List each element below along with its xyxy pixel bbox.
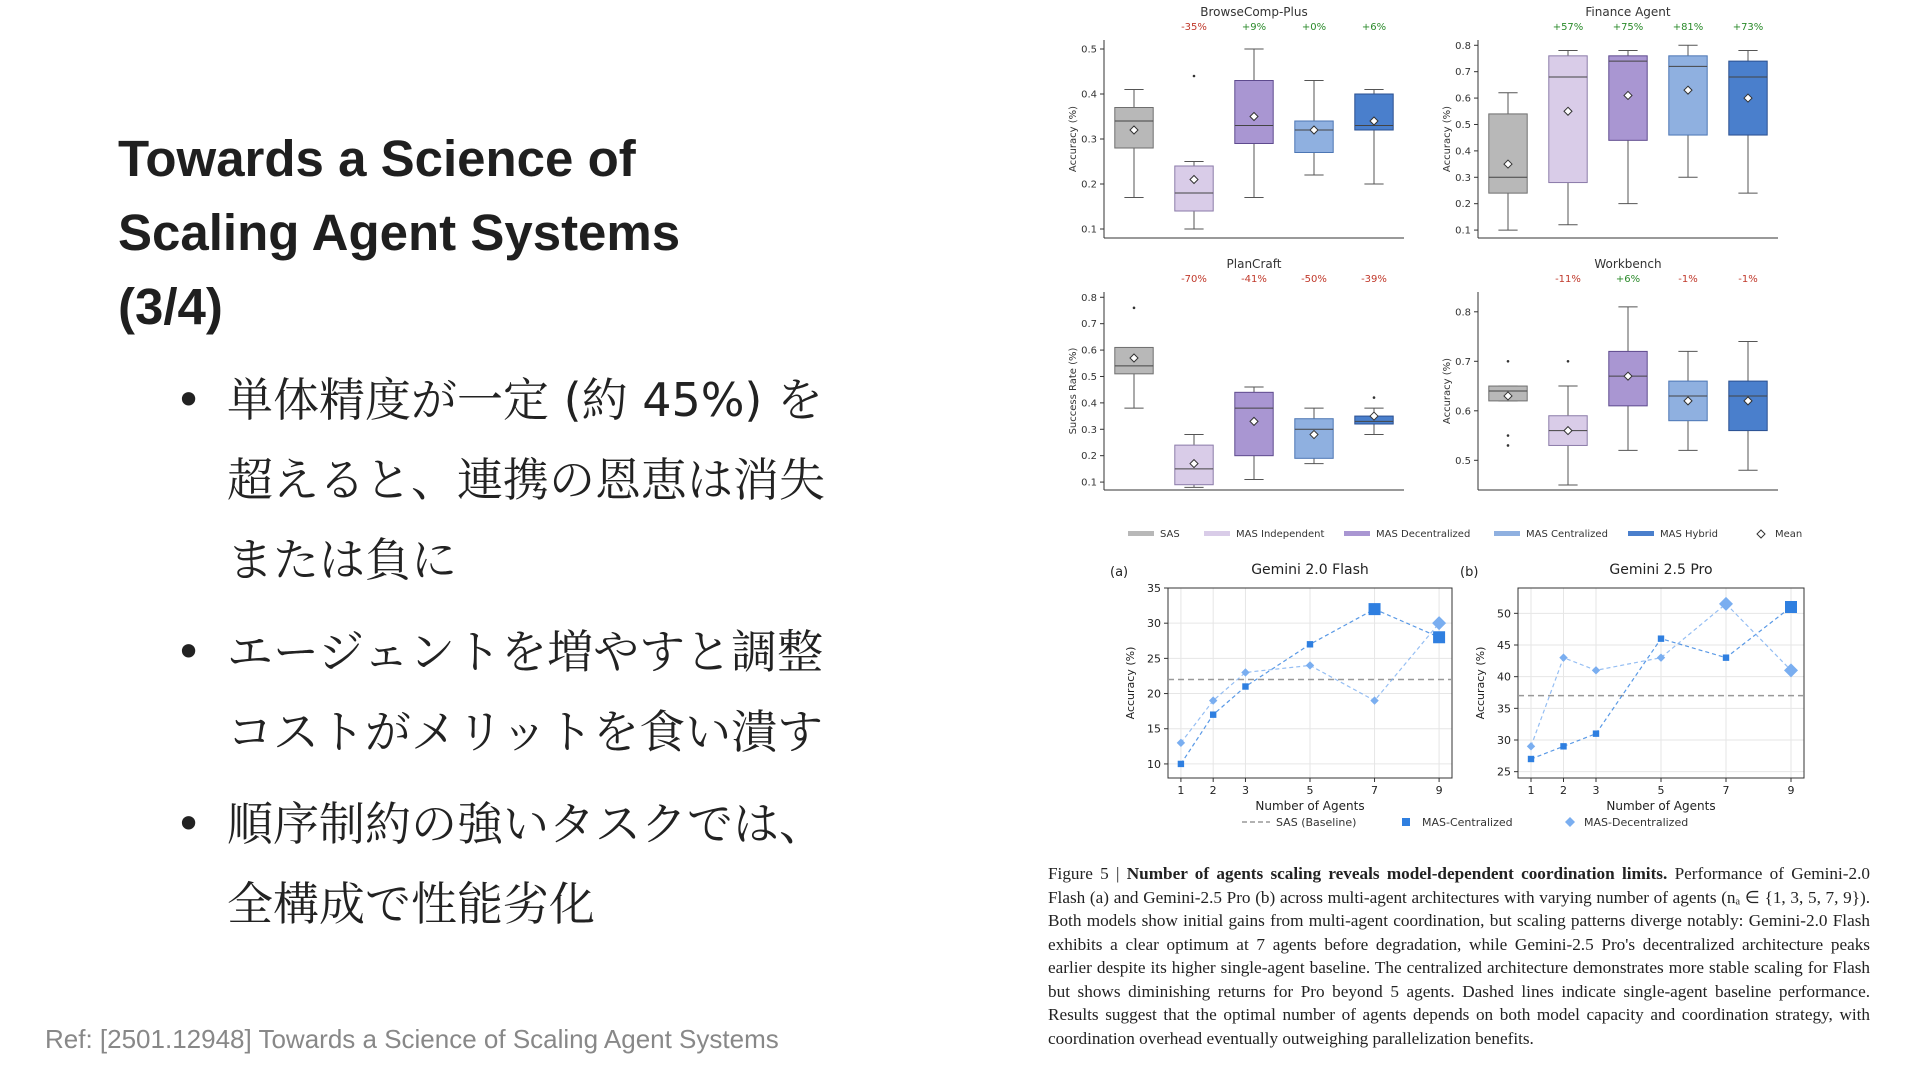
decentralized-marker bbox=[1592, 666, 1600, 674]
y-tick-label: 0.5 bbox=[1455, 119, 1471, 131]
centralized-marker bbox=[1307, 641, 1313, 647]
caption-bold: Number of agents scaling reveals model-dependent coordination limits. bbox=[1126, 864, 1668, 883]
legend-label: Mean bbox=[1775, 529, 1803, 540]
delta-label: -1% bbox=[1738, 274, 1758, 285]
y-tick-label: 0.5 bbox=[1455, 455, 1471, 467]
line-panel-title: Gemini 2.0 Flash bbox=[1251, 562, 1369, 578]
delta-label: +0% bbox=[1301, 22, 1327, 33]
delta-label: -39% bbox=[1361, 274, 1387, 285]
x-tick-label: 2 bbox=[1560, 784, 1567, 797]
x-tick-label: 7 bbox=[1722, 784, 1730, 797]
y-tick-label: 0.1 bbox=[1455, 225, 1471, 237]
y-tick-label: 0.7 bbox=[1081, 319, 1097, 331]
y-tick-label: 15 bbox=[1147, 722, 1161, 736]
title-line-3: (3/4) bbox=[118, 278, 223, 335]
legend-label: MAS Centralized bbox=[1526, 529, 1608, 540]
box-panel-title: Finance Agent bbox=[1585, 5, 1671, 19]
delta-label: +6% bbox=[1615, 274, 1641, 285]
x-tick-label: 5 bbox=[1306, 784, 1314, 797]
y-tick-label: 0.1 bbox=[1081, 224, 1097, 236]
y-tick-label: 0.2 bbox=[1081, 451, 1097, 463]
y-tick-label: 0.3 bbox=[1455, 172, 1471, 184]
caption-text: Performance of Gemini-2.0 Flash (a) and Gemini-2.5 Pro (b) across multi-agent architectures with varying number of agents (nₐ ∈ {1, 3, 5, 7, 9}). Both models show initial gains from multi-agent coordination, but scaling patterns diverge notably: Gemini-2.0 Flash exhibits a clear optimum at 7 agents before degradation, while Gemini-2.5 Pro's decentralized architecture peaks earlier despite its higher single-agent baseline. The centralized architecture demonstrates more stable scaling for Flash but shows diminishing returns for Pro beyond 5 agents. Dashed lines indicate single-agent baseline performance. Results suggest that the optimal number of agents depends on both model capacity and coordination strategy, with coordination overhead eventually outweighing parallelization benefits. bbox=[1048, 864, 1870, 1048]
y-tick-label: 50 bbox=[1497, 607, 1511, 621]
y-tick-label: 0.6 bbox=[1455, 406, 1471, 418]
y-tick-label: 0.2 bbox=[1081, 179, 1097, 191]
legend-decentralized-swatch bbox=[1565, 817, 1575, 827]
flier-point bbox=[1507, 444, 1510, 447]
flier-point bbox=[1507, 434, 1510, 437]
y-tick-label: 0.3 bbox=[1081, 134, 1097, 146]
box-sas bbox=[1489, 114, 1527, 193]
legend-label: MAS Independent bbox=[1236, 529, 1325, 540]
legend-swatch bbox=[1628, 531, 1654, 536]
centralized-marker bbox=[1178, 761, 1184, 767]
x-tick-label: 3 bbox=[1241, 784, 1249, 797]
decentralized-marker bbox=[1306, 661, 1314, 669]
decentralized-marker bbox=[1432, 616, 1446, 630]
legend-swatch bbox=[1494, 531, 1520, 536]
panel-label: (b) bbox=[1460, 565, 1479, 580]
box-mas-independent bbox=[1549, 56, 1587, 183]
bullet-item: • 単体精度が一定 (約 45%) を超えると、連携の恩恵は消失または負に bbox=[175, 360, 835, 600]
delta-label: +57% bbox=[1552, 22, 1584, 33]
flier-point bbox=[1507, 360, 1510, 363]
y-tick-label: 0.3 bbox=[1081, 424, 1097, 436]
legend-label: MAS-Decentralized bbox=[1584, 816, 1689, 829]
delta-label: -41% bbox=[1241, 274, 1267, 285]
x-tick-label: 2 bbox=[1209, 784, 1217, 797]
y-tick-label: 45 bbox=[1497, 639, 1511, 652]
y-tick-label: 25 bbox=[1497, 765, 1511, 779]
delta-label: +75% bbox=[1612, 22, 1644, 33]
centralized-marker bbox=[1723, 654, 1729, 660]
y-tick-label: 0.7 bbox=[1455, 67, 1471, 79]
centralized-marker bbox=[1560, 743, 1566, 749]
y-tick-label: 0.8 bbox=[1455, 40, 1471, 52]
delta-label: +9% bbox=[1241, 22, 1267, 33]
y-tick-label: 0.2 bbox=[1455, 199, 1471, 211]
x-tick-label: 7 bbox=[1371, 784, 1379, 797]
figure-caption bbox=[1048, 862, 1870, 1050]
delta-label: -50% bbox=[1301, 274, 1327, 285]
figure-5 bbox=[1068, 0, 1880, 830]
delta-label: -1% bbox=[1678, 274, 1698, 285]
box-mas-independent bbox=[1175, 166, 1213, 211]
y-tick-label: 0.5 bbox=[1081, 371, 1097, 383]
x-axis-label: Number of Agents bbox=[1255, 799, 1365, 813]
caption-label: Figure 5 | bbox=[1048, 864, 1120, 883]
decentralized-marker bbox=[1177, 739, 1185, 747]
y-axis-label: Accuracy (%) bbox=[1442, 105, 1453, 173]
y-axis-label: Accuracy (%) bbox=[1474, 646, 1487, 720]
y-tick-label: 30 bbox=[1497, 734, 1511, 747]
bullet-item: • エージェントを増やすと調整コストがメリットを食い潰す bbox=[175, 612, 835, 772]
y-axis-label: Accuracy (%) bbox=[1442, 357, 1453, 425]
centralized-marker bbox=[1528, 756, 1534, 762]
centralized-marker bbox=[1658, 635, 1664, 641]
legend-label: SAS (Baseline) bbox=[1276, 816, 1357, 829]
y-tick-label: 0.8 bbox=[1081, 292, 1097, 304]
delta-label: -11% bbox=[1555, 274, 1581, 285]
y-tick-label: 20 bbox=[1147, 687, 1161, 701]
centralized-marker bbox=[1433, 631, 1445, 643]
centralized-marker bbox=[1210, 711, 1216, 717]
box-mas-hybrid bbox=[1729, 381, 1767, 431]
box-panel-title: Workbench bbox=[1594, 257, 1662, 271]
x-tick-label: 9 bbox=[1435, 784, 1443, 797]
y-axis-label: Accuracy (%) bbox=[1068, 105, 1079, 173]
y-tick-label: 30 bbox=[1147, 617, 1161, 631]
delta-label: +6% bbox=[1361, 22, 1387, 33]
y-tick-label: 10 bbox=[1147, 757, 1161, 771]
flier-point bbox=[1567, 360, 1570, 363]
centralized-marker bbox=[1593, 730, 1599, 736]
legend-swatch bbox=[1344, 531, 1370, 536]
decentralized-marker bbox=[1559, 653, 1567, 661]
bullet-item: • 順序制約の強いタスクでは、全構成で性能劣化 bbox=[175, 784, 835, 944]
panel-label: (a) bbox=[1110, 565, 1129, 580]
legend-label: MAS Decentralized bbox=[1376, 529, 1471, 540]
y-tick-label: 25 bbox=[1147, 652, 1161, 666]
centralized-marker bbox=[1369, 603, 1381, 615]
x-tick-label: 1 bbox=[1527, 784, 1535, 797]
x-tick-label: 1 bbox=[1177, 784, 1185, 797]
title-line-2: Scaling Agent Systems bbox=[118, 204, 681, 261]
legend-label: MAS Hybrid bbox=[1660, 529, 1719, 540]
box-mas-centralized bbox=[1669, 56, 1707, 135]
y-tick-label: 0.8 bbox=[1455, 307, 1471, 319]
y-tick-label: 0.4 bbox=[1081, 398, 1097, 410]
centralized-marker bbox=[1785, 601, 1797, 613]
legend-swatch bbox=[1204, 531, 1230, 536]
y-tick-label: 40 bbox=[1497, 670, 1511, 684]
y-tick-label: 0.1 bbox=[1081, 477, 1097, 489]
x-axis-label: Number of Agents bbox=[1606, 799, 1716, 813]
centralized-marker bbox=[1242, 683, 1248, 689]
y-tick-label: 0.4 bbox=[1081, 89, 1097, 101]
y-axis-label: Success Rate (%) bbox=[1068, 347, 1079, 435]
legend-centralized-swatch bbox=[1402, 818, 1410, 826]
box-panel-title: PlanCraft bbox=[1226, 257, 1282, 271]
y-tick-label: 0.7 bbox=[1455, 356, 1471, 368]
legend-mean-marker bbox=[1757, 530, 1765, 538]
y-tick-label: 0.5 bbox=[1081, 44, 1097, 56]
title-line-1: Towards a Science of bbox=[118, 130, 636, 187]
delta-label: +73% bbox=[1732, 22, 1764, 33]
x-tick-label: 3 bbox=[1592, 784, 1600, 797]
line-panel-title: Gemini 2.5 Pro bbox=[1609, 562, 1713, 578]
delta-label: -35% bbox=[1181, 22, 1207, 33]
y-tick-label: 0.4 bbox=[1455, 146, 1471, 158]
x-tick-label: 5 bbox=[1657, 784, 1665, 797]
legend-label: SAS bbox=[1160, 529, 1180, 540]
flier-point bbox=[1133, 307, 1136, 310]
delta-label: +81% bbox=[1672, 22, 1704, 33]
slide-title bbox=[118, 122, 758, 344]
x-tick-label: 9 bbox=[1787, 784, 1795, 797]
box-panel-title: BrowseComp-Plus bbox=[1200, 5, 1308, 19]
reference-text: Ref: [2501.12948] Towards a Science of Scaling Agent Systems bbox=[45, 1024, 779, 1054]
legend-swatch bbox=[1128, 531, 1154, 536]
flier-point bbox=[1193, 75, 1196, 78]
y-tick-label: 35 bbox=[1497, 702, 1511, 716]
y-tick-label: 0.6 bbox=[1081, 345, 1097, 357]
decentralized-marker bbox=[1527, 742, 1535, 750]
flier-point bbox=[1373, 396, 1376, 399]
legend-label: MAS-Centralized bbox=[1422, 816, 1513, 829]
y-axis-label: Accuracy (%) bbox=[1124, 646, 1137, 720]
y-tick-label: 35 bbox=[1147, 582, 1161, 595]
y-tick-label: 0.6 bbox=[1455, 93, 1471, 105]
bullet-list bbox=[175, 360, 835, 956]
delta-label: -70% bbox=[1181, 274, 1207, 285]
decentralized-marker bbox=[1719, 597, 1733, 611]
